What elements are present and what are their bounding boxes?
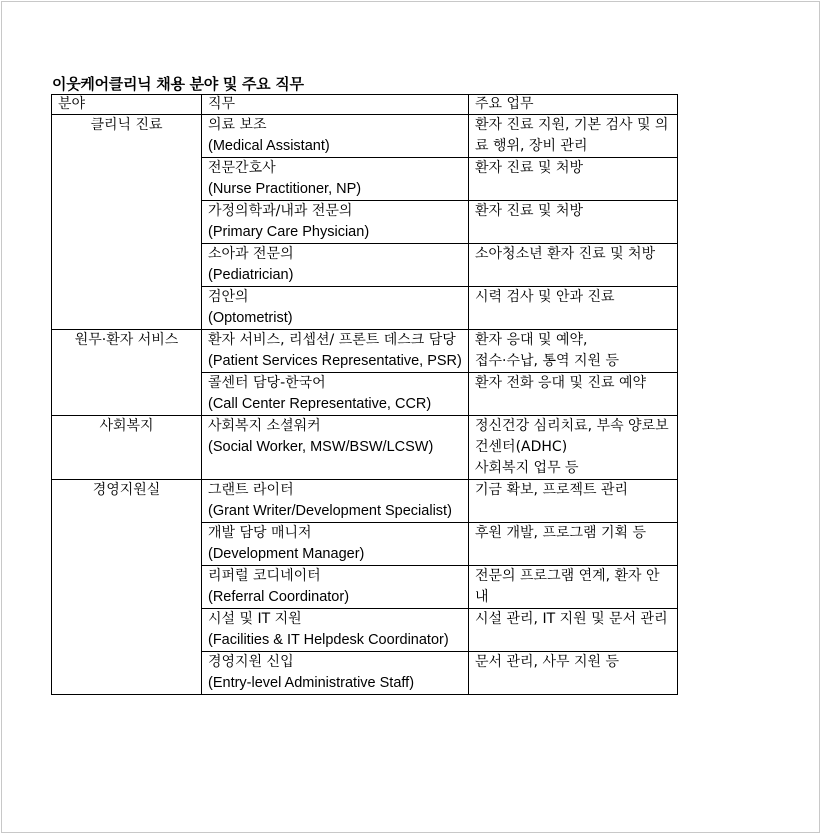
role-en: (Referral Coordinator)	[208, 589, 350, 605]
role-en: (Grant Writer/Development Specialist)	[208, 503, 452, 519]
header-duty: 주요 업무	[469, 95, 678, 115]
document-page	[1, 1, 820, 833]
role-en: (Pediatrician)	[208, 267, 294, 283]
role-en: (Medical Assistant)	[208, 138, 330, 154]
table-row	[52, 480, 678, 523]
table-row	[52, 330, 678, 373]
role-ko: 소아과 전문의	[208, 246, 294, 262]
duty-cell: 소아청소년 환자 진료 및 처방	[469, 244, 678, 287]
role-en: (Patient Services Representative, PSR)	[208, 353, 462, 369]
role-en: (Entry-level Administrative Staff)	[208, 675, 415, 691]
role-cell	[202, 158, 469, 201]
role-ko: 검안의	[208, 289, 249, 305]
role-ko: 그랜트 라이터	[208, 482, 294, 498]
role-en: (Primary Care Physician)	[208, 224, 370, 240]
role-ko: 개발 담당 매니저	[208, 525, 312, 541]
table-header-row	[52, 95, 678, 115]
role-en: (Development Manager)	[208, 546, 365, 562]
role-cell	[202, 416, 469, 480]
header-role: 직무	[202, 95, 469, 115]
role-cell	[202, 373, 469, 416]
role-ko: 리퍼럴 코디네이터	[208, 568, 321, 584]
role-cell	[202, 480, 469, 523]
duty-cell: 기금 확보, 프로젝트 관리	[469, 480, 678, 523]
role-en: (Social Worker, MSW/BSW/LCSW)	[208, 439, 434, 455]
duty-cell: 정신건강 심리치료, 부속 양로보건센터(ADHC) 사회복지 업무 등	[469, 416, 678, 480]
header-field: 분야	[52, 95, 202, 115]
role-ko: 시설 및 IT 지원	[208, 611, 302, 627]
role-ko: 콜센터 담당-한국어	[208, 375, 326, 391]
table-row	[52, 115, 678, 158]
duty-cell: 시력 검사 및 안과 진료	[469, 287, 678, 330]
duty-cell: 후원 개발, 프로그램 기획 등	[469, 523, 678, 566]
field-cell-management-support: 경영지원실	[52, 480, 202, 695]
role-cell	[202, 652, 469, 695]
role-ko: 경영지원 신입	[208, 654, 294, 670]
role-cell	[202, 287, 469, 330]
role-cell	[202, 201, 469, 244]
jobs-table	[51, 94, 678, 695]
table-row	[52, 416, 678, 480]
role-cell	[202, 566, 469, 609]
duty-cell: 환자 진료 및 처방	[469, 158, 678, 201]
role-cell	[202, 330, 469, 373]
duty-cell: 문서 관리, 사무 지원 등	[469, 652, 678, 695]
duty-cell: 환자 응대 및 예약, 접수·수납, 통역 지원 등	[469, 330, 678, 373]
field-cell-patient-services: 원무·환자 서비스	[52, 330, 202, 416]
role-ko: 환자 서비스, 리셉션/ 프론트 데스크 담당	[208, 332, 456, 348]
role-cell	[202, 609, 469, 652]
role-cell	[202, 244, 469, 287]
document-title: 이웃케어클리닉 채용 분야 및 주요 직무	[52, 75, 304, 93]
duty-cell: 환자 진료 지원, 기본 검사 및 의료 행위, 장비 관리	[469, 115, 678, 158]
role-cell	[202, 523, 469, 566]
role-en: (Call Center Representative, CCR)	[208, 396, 432, 412]
duty-cell: 환자 전화 응대 및 진료 예약	[469, 373, 678, 416]
role-ko: 의료 보조	[208, 117, 267, 133]
duty-cell: 환자 진료 및 처방	[469, 201, 678, 244]
role-en: (Facilities & IT Helpdesk Coordinator)	[208, 632, 449, 648]
role-ko: 사회복지 소셜워커	[208, 418, 321, 434]
role-en: (Optometrist)	[208, 310, 293, 326]
field-cell-clinic: 클리닉 진료	[52, 115, 202, 330]
role-ko: 가정의학과/내과 전문의	[208, 203, 353, 219]
duty-cell: 전문의 프로그램 연계, 환자 안내	[469, 566, 678, 609]
role-ko: 전문간호사	[208, 160, 276, 176]
duty-cell: 시설 관리, IT 지원 및 문서 관리	[469, 609, 678, 652]
role-cell	[202, 115, 469, 158]
field-cell-social-welfare: 사회복지	[52, 416, 202, 480]
role-en: (Nurse Practitioner, NP)	[208, 181, 362, 197]
